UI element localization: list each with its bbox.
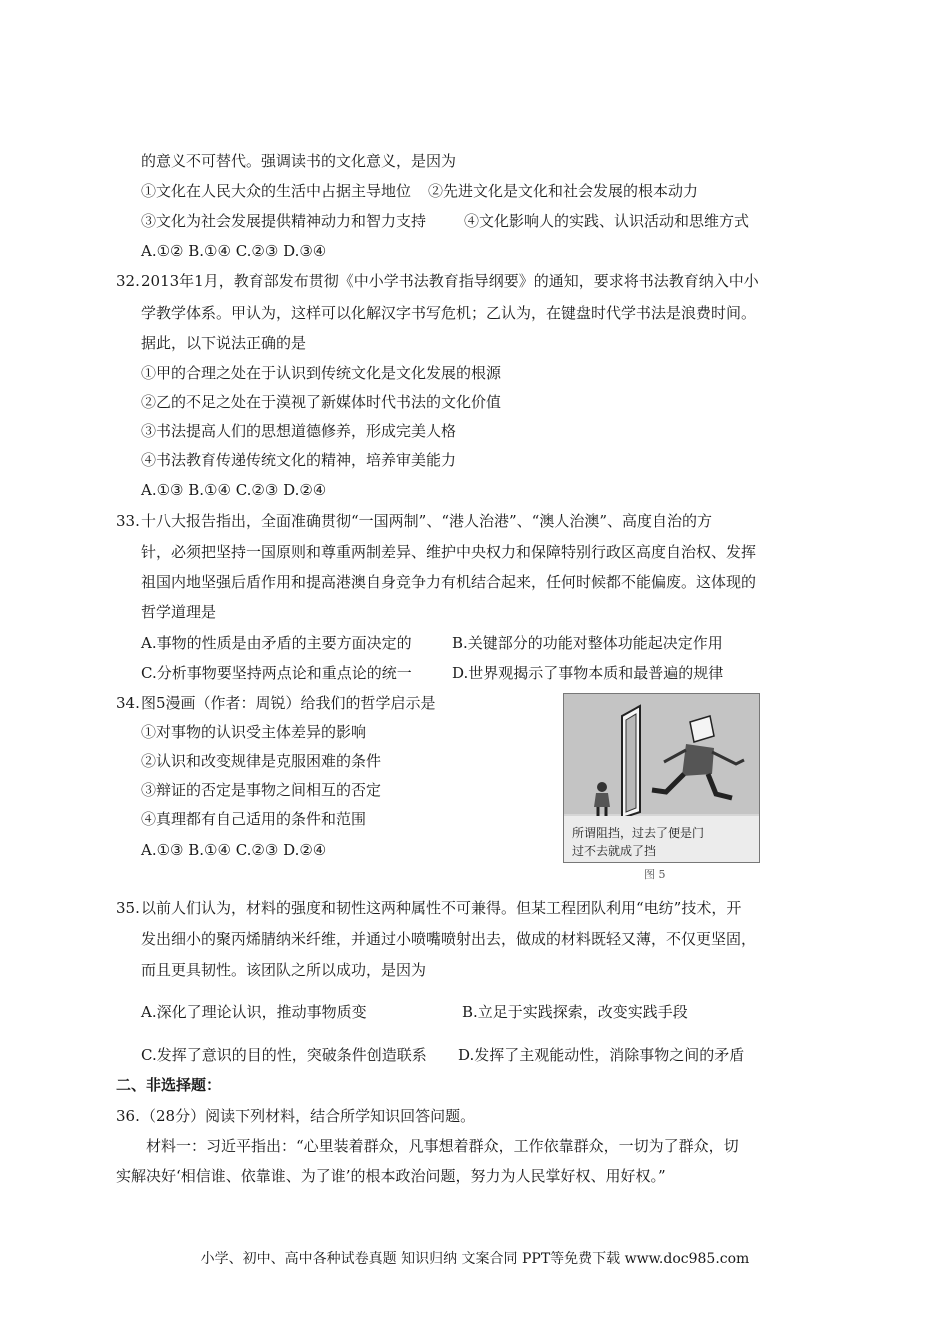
q35-option-a: A.深化了理论认识，推动事物质变 bbox=[141, 1003, 367, 1021]
q33-option-d: D.世界观揭示了事物本质和最普遍的规律 bbox=[452, 664, 724, 682]
q34-line-1: 图5漫画（作者：周锐）给我们的哲学启示是 bbox=[141, 694, 436, 712]
comic-illustration bbox=[564, 694, 759, 862]
q35-line-1: 以前人们认为，材料的强度和韧性这两种属性不可兼得。但某工程团队利用“电纺”技术，开 bbox=[141, 899, 742, 917]
q31-option-1: ①文化在人民大众的生活中占据主导地位 bbox=[141, 182, 412, 200]
q35-line-3: 而且更具韧性。该团队之所以成功，是因为 bbox=[141, 961, 427, 979]
q34-option-4: ④真理都有自己适用的条件和范围 bbox=[141, 810, 367, 828]
q32-line-3: 据此，以下说法正确的是 bbox=[141, 334, 307, 352]
q34-answers: A.①③ B.①④ C.②③ D.②④ bbox=[141, 841, 327, 859]
q33-line-3: 祖国内地坚强后盾作用和提高港澳自身竞争力有机结合起来，任何时候都不能偏废。这体现的 bbox=[141, 573, 757, 591]
q32-option-4: ④书法教育传递传统文化的精神，培养审美能力 bbox=[141, 451, 457, 469]
q31-option-4: ④文化影响人的实践、认识活动和思维方式 bbox=[464, 212, 750, 230]
q35-option-c: C.发挥了意识的目的性，突破条件创造联系 bbox=[141, 1046, 427, 1064]
q31-option-2: ②先进文化是文化和社会发展的根本动力 bbox=[428, 182, 699, 200]
q33-option-c: C.分析事物要坚持两点论和重点论的统一 bbox=[141, 664, 412, 682]
q31-option-3: ③文化为社会发展提供精神动力和智力支持 bbox=[141, 212, 427, 230]
q36-material-line-2: 实解决好‘相信谁、依靠谁、为了谁’的根本政治问题，努力为人民掌好权、用好权。” bbox=[116, 1167, 666, 1185]
q33-line-2: 针，必须把坚持一国原则和尊重两制差异、维护中央权力和保障特别行政区高度自治权、发挥 bbox=[141, 543, 757, 561]
q31-answers: A.①② B.①④ C.②③ D.③④ bbox=[141, 242, 327, 260]
q35-line-2: 发出细小的聚丙烯腈纳米纤维，并通过小喷嘴喷射出去，做成的材料既轻又薄，不仅更坚固， bbox=[141, 930, 757, 948]
q34-option-2: ②认识和改变规律是克服困难的条件 bbox=[141, 752, 382, 770]
q34-option-1: ①对事物的认识受主体差异的影响 bbox=[141, 723, 367, 741]
q32-answers: A.①③ B.①④ C.②③ D.②④ bbox=[141, 481, 327, 499]
q32-line-2: 学教学体系。甲认为，这样可以化解汉字书写危机；乙认为，在键盘时代学书法是浪费时间。 bbox=[141, 304, 757, 322]
q32-option-3: ③书法提高人们的思想道德修养，形成完美人格 bbox=[141, 422, 457, 440]
figure-caption: 图 5 bbox=[644, 868, 666, 881]
q32-option-2: ②乙的不足之处在于漠视了新媒体时代书法的文化价值 bbox=[141, 393, 502, 411]
q34-option-3: ③辩证的否定是事物之间相互的否定 bbox=[141, 781, 382, 799]
q36-material-line-1: 材料一：习近平指出：“心里装着群众，凡事想着群众，工作依靠群众，一切为了群众，切 bbox=[146, 1137, 739, 1155]
page-footer: 小学、初中、高中各种试卷真题 知识归纳 文案合同 PPT等免费下载 www.doc985.com bbox=[200, 1251, 750, 1267]
q31-continuation: 的意义不可替代。强调读书的文化意义，是因为 bbox=[141, 152, 457, 170]
q34-number: 34. bbox=[116, 694, 140, 712]
q35-number: 35. bbox=[116, 899, 140, 917]
q33-option-b: B.关键部分的功能对整体功能起决定作用 bbox=[452, 634, 723, 652]
q33-number: 33. bbox=[116, 512, 140, 530]
q32-option-1: ①甲的合理之处在于认识到传统文化是文化发展的根源 bbox=[141, 364, 502, 382]
q35-option-d: D.发挥了主观能动性，消除事物之间的矛盾 bbox=[458, 1046, 745, 1064]
q36-number: 36. bbox=[116, 1107, 140, 1125]
q32-line-1: 2013年1月，教育部发布贯彻《中小学书法教育指导纲要》的通知，要求将书法教育纳入中小 bbox=[141, 272, 759, 290]
q32-number: 32. bbox=[116, 272, 140, 290]
comic-text-line-2: 过不去就成了挡 bbox=[572, 844, 657, 858]
q35-option-b: B.立足于实践探索，改变实践手段 bbox=[462, 1003, 688, 1021]
q36-line-1: （28分）阅读下列材料，结合所学知识回答问题。 bbox=[141, 1107, 476, 1125]
q33-option-a: A.事物的性质是由矛盾的主要方面决定的 bbox=[141, 634, 412, 652]
q33-line-1: 十八大报告指出，全面准确贯彻“一国两制”、“港人治港”、“澳人治澳”、高度自治的方 bbox=[141, 512, 713, 530]
comic-figure-5 bbox=[563, 693, 760, 863]
section-heading: 二、非选择题： bbox=[116, 1076, 222, 1094]
comic-text-line-1: 所谓阻挡，过去了便是门 bbox=[572, 826, 705, 840]
q33-line-4: 哲学道理是 bbox=[141, 603, 217, 621]
